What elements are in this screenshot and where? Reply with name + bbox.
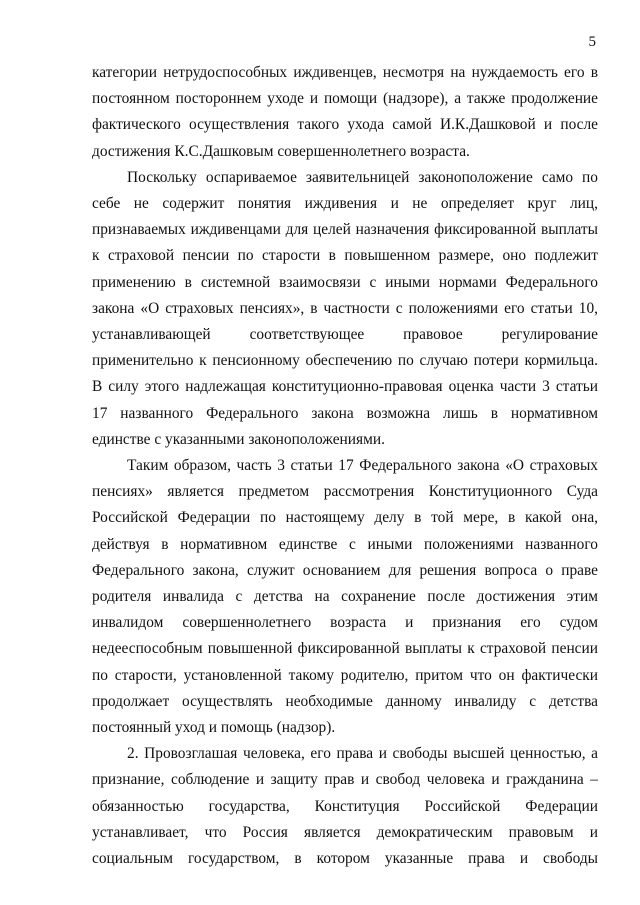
- text-line: Таким образом, часть 3 статьи 17 Федерального закона «О страховых: [127, 457, 598, 475]
- page-number: 5: [588, 34, 596, 50]
- text-line: 17 названного Федерального закона возможна лишь в нормативном: [92, 404, 598, 422]
- text-line: по старости, установленной такому родителю, притом что он фактически: [92, 666, 598, 684]
- text-line: инвалидом совершеннолетнего возраста и признания его судом: [92, 614, 598, 632]
- paragraph: [92, 741, 598, 872]
- text-line: признаваемых иждивенцами для целей назначения фиксированной выплаты: [92, 221, 598, 239]
- text-line: Федерального закона, служит основанием для решения вопроса о праве: [92, 561, 598, 579]
- text-line: Поскольку оспариваемое заявительницей законоположение само по: [127, 168, 598, 186]
- text-line: категории нетрудоспособных иждивенцев, несмотря на нуждаемость его в: [92, 64, 598, 81]
- text-line: постоянном постороннем уходе и помощи (надзоре), а также продолжение: [92, 90, 598, 108]
- text-line: В силу этого надлежащая конституционно-правовая оценка части 3 статьи: [92, 378, 598, 396]
- text-line: закона «О страховых пенсиях», в частности с положениями его статьи 10,: [92, 299, 598, 317]
- text-line: единстве с указанными законоположениями.: [92, 430, 385, 448]
- text-line: к страховой пенсии по старости в повышенном размере, оно подлежит: [92, 247, 598, 265]
- text-line: достижения К.С.Дашковым совершеннолетнего возраста.: [92, 142, 470, 160]
- paragraph: [92, 165, 598, 453]
- document-body: [92, 60, 598, 872]
- text-line: родителя инвалида с детства на сохранение после достижения этим: [92, 588, 598, 606]
- text-line: недееспособным повышенной фиксированной выплаты к страховой пенсии: [92, 640, 598, 658]
- text-line: социальным государством, в котором указанные права и свободы: [92, 850, 598, 868]
- text-line: устанавливающей соответствующее правовое регулирование: [92, 326, 598, 344]
- text-line: себе не содержит понятия иждивения и не определяет круг лиц,: [92, 195, 598, 213]
- text-line: обязанностью государства, Конституция Российской Федерации: [92, 797, 598, 815]
- text-line: 2. Провозглашая человека, его права и свободы высшей ценностью, а: [127, 745, 598, 763]
- text-line: Российской Федерации по настоящему делу в той мере, в какой она,: [92, 509, 598, 527]
- text-line: постоянный уход и помощь (надзор).: [92, 719, 336, 737]
- text-line: фактического осуществления такого ухода самой И.К.Дашковой и после: [92, 116, 598, 134]
- text-line: продолжает осуществлять необходимые данному инвалиду с детства: [92, 692, 598, 710]
- paragraph: [92, 453, 598, 741]
- paragraph: [92, 60, 598, 165]
- text-line: действуя в нормативном единстве с иными положениями названного: [92, 535, 598, 553]
- text-line: пенсиях» является предметом рассмотрения Конституционного Суда: [92, 483, 598, 501]
- text-line: признание, соблюдение и защиту прав и свобод человека и гражданина –: [92, 771, 598, 789]
- text-line: устанавливает, что Россия является демократическим правовым и: [92, 823, 598, 841]
- text-line: применению в системной взаимосвязи с иными нормами Федерального: [92, 273, 598, 291]
- text-line: применительно к пенсионному обеспечению по случаю потери кормильца.: [92, 352, 598, 370]
